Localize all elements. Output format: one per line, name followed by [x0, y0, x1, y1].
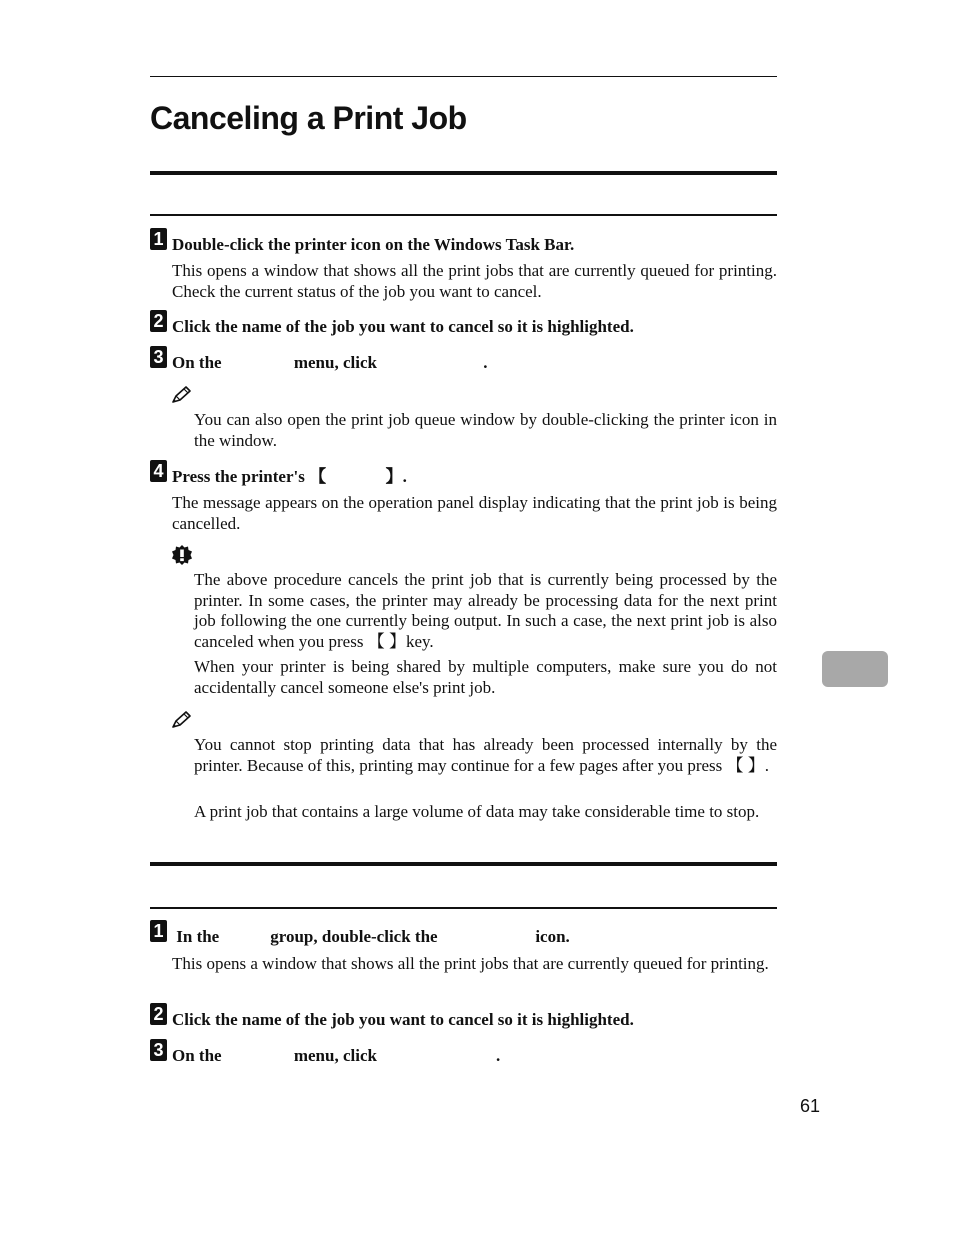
step-4-description: The message appears on the operation panel display indicating that the print job is being cancelled. — [172, 493, 777, 533]
important-text-2: When your printer is being shared by multiple computers, make sure you do not accidentally cancel someone else's print job. — [194, 657, 777, 697]
note-pencil-icon — [171, 710, 193, 730]
subsection-rule — [150, 907, 777, 909]
note-text: You can also open the print job queue window by double-clicking the printer icon in the window. — [194, 410, 777, 450]
page-title: Canceling a Print Job — [150, 100, 467, 136]
note-text-2: A print job that contains a large volume of data may take considerable time to stop. — [194, 802, 760, 821]
step-4-instruction: Press the printer's 【 】. — [172, 467, 407, 486]
step-1-description: This opens a window that shows all the print jobs that are currently queued for printing. — [172, 954, 769, 973]
important-icon — [171, 545, 193, 565]
step-2-instruction: Click the name of the job you want to cancel so it is highlighted. — [172, 1010, 634, 1029]
step-number-2: 2 — [150, 310, 167, 332]
section-rule-thick — [150, 862, 777, 866]
top-rule — [150, 76, 777, 77]
note-text-1: You cannot stop printing data that has already been processed internally by the printer. Because of this, printing may continue for a few pages after you press 【 】. — [194, 735, 777, 775]
step-number-3: 3 — [150, 346, 167, 368]
step-2-instruction: Click the name of the job you want to cancel so it is highlighted. — [172, 317, 634, 336]
step-number-1: 1 — [150, 228, 167, 250]
step-3-instruction: On the menu, click . — [172, 1046, 501, 1065]
step-number-1: 1 — [150, 920, 167, 942]
note-pencil-icon — [171, 385, 193, 405]
step-1-instruction: In the group, double-click the icon. — [172, 927, 570, 946]
chapter-thumb-tab — [822, 651, 888, 687]
page-number: 61 — [799, 1096, 820, 1116]
step-3-instruction: On the menu, click . — [172, 353, 488, 372]
important-text-1: The above procedure cancels the print job that is currently being processed by the printer. In some cases, the printer may already be processing data for the next print job following the one currently being output. In such a case, the next print job is also canceled when you press 【 】key. — [194, 570, 777, 651]
step-number-3: 3 — [150, 1039, 167, 1061]
step-1-instruction: Double-click the printer icon on the Windows Task Bar. — [172, 235, 575, 254]
step-number-4: 4 — [150, 460, 167, 482]
section-rule-thick — [150, 171, 777, 175]
step-number-2: 2 — [150, 1003, 167, 1025]
step-1-description: This opens a window that shows all the print jobs that are currently queued for printing. Check the current status of the job you want to cancel. — [172, 261, 777, 301]
subsection-rule — [150, 214, 777, 216]
